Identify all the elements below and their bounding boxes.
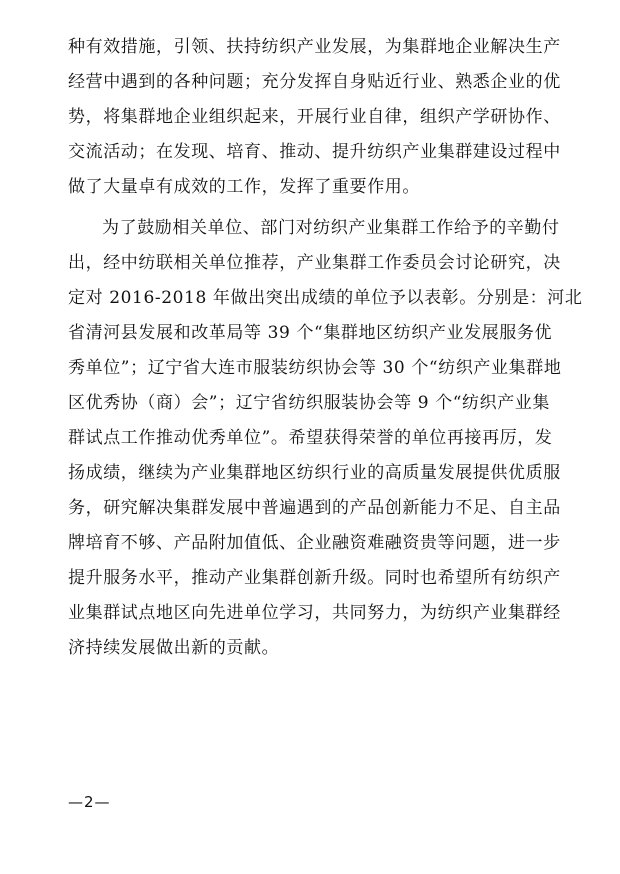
- text-line: 种有效措施，引领、扶持纺织产业发展，为集群地企业解决生产: [68, 37, 561, 57]
- text-line: 秀单位”；辽宁省大连市服装纺织协会等 30 个“纺织产业集群地: [68, 358, 562, 378]
- text-line: 群试点工作推动优秀单位”。希望获得荣誉的单位再接再厉，发: [68, 428, 553, 448]
- text-line: 势，将集群地企业组织起来，开展行业自律，组织产学研协作、: [68, 107, 561, 127]
- text-line: 扬成绩，继续为产业集群地区纺织行业的高质量发展提供优质服: [68, 463, 561, 483]
- text-line: 为了鼓励相关单位、部门对纺织产业集群工作给予的辛勤付: [102, 218, 560, 238]
- text-line: 省清河县发展和改革局等 39 个“集群地区纺织产业发展服务优: [68, 323, 553, 343]
- text-line: 出，经中纺联相关单位推荐，产业集群工作委员会讨论研究，决: [68, 253, 561, 273]
- text-line: 牌培育不够、产品附加值低、企业融资难融资贵等问题，进一步: [68, 533, 561, 553]
- text-line: 区优秀协（商）会”；辽宁省纺织服装协会等 9 个“纺织产业集: [68, 393, 551, 413]
- text-line: 济持续发展做出新的贡献。: [68, 638, 280, 658]
- text-line: 务，研究解决集群发展中普遍遇到的产品创新能力不足、自主品: [68, 498, 561, 518]
- text-line: 经营中遇到的各种问题；充分发挥自身贴近行业、熟悉企业的优: [68, 72, 561, 92]
- body-text: [68, 30, 583, 666]
- text-line: 业集群试点地区向先进单位学习，共同努力，为纺织产业集群经: [68, 603, 561, 623]
- text-line: 做了大量卓有成效的工作，发挥了重要作用。: [68, 177, 420, 197]
- page-number: —2—: [68, 793, 111, 811]
- text-line: 提升服务水平，推动产业集群创新升级。同时也希望所有纺织产: [68, 568, 561, 588]
- text-line: 交流活动；在发现、培育、推动、提升纺织产业集群建设过程中: [68, 142, 561, 162]
- text-line: 定对 2016-2018 年做出突出成绩的单位予以表彰。分别是：河北: [68, 288, 583, 308]
